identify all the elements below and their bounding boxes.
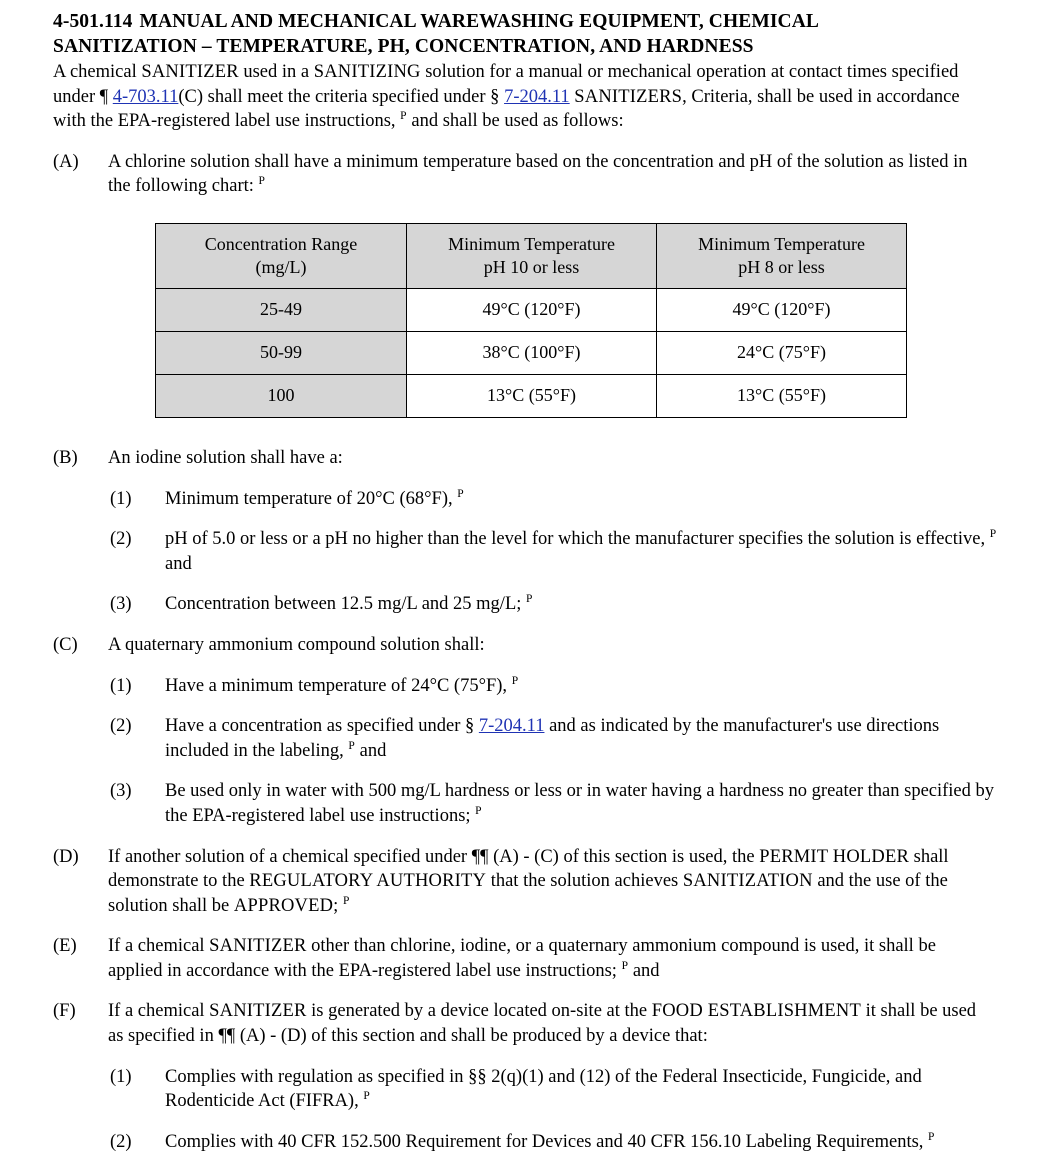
clause-b-item-2-body — [165, 527, 1042, 576]
table-row — [156, 288, 907, 331]
clause-e-body — [108, 934, 1042, 983]
priority-marker: P — [511, 674, 519, 687]
clause-a — [0, 150, 1042, 199]
clause-b-item-3-marker: (3) — [110, 594, 132, 615]
clause-e-text-1: If a chemical — [108, 936, 210, 957]
link-7-204-11[interactable]: 7-204.11 — [504, 86, 570, 107]
clause-c — [0, 633, 1042, 658]
clause-b-item-2 — [0, 527, 1042, 576]
cell-ph8-0: 49°C (120°F) — [657, 288, 907, 331]
clause-b-item-1-body — [165, 487, 1042, 512]
th-ph8-line2: pH 8 or less — [738, 256, 825, 277]
priority-marker: P — [363, 1090, 370, 1103]
th-ph8-line1: Minimum Temperature — [698, 233, 865, 254]
th-ph10-line2: pH 10 or less — [483, 256, 580, 277]
clause-b-item-1-text: Minimum temperature of 20°C (68°F), — [165, 488, 458, 509]
clause-f-text-2: is generated by a device located on-site at the — [306, 1001, 652, 1022]
term-sanitizer: SANITIZER — [209, 1001, 307, 1022]
priority-marker: P — [989, 528, 997, 540]
term-sanitization: SANITIZATION — [682, 871, 813, 892]
clause-f-item-1-body — [165, 1065, 1042, 1114]
priority-marker: P — [526, 593, 533, 606]
clause-a-body — [108, 150, 1042, 199]
chlorine-table-container — [0, 223, 1042, 418]
section-heading-text: MANUAL AND MECHANICAL WAREWASHING EQUIPMENT, CHEMICAL SANITIZATION – TEMPERATURE, PH, CONCENTRATION, AND HARDNESS — [53, 11, 818, 57]
clause-b-item-3-body — [165, 592, 1042, 617]
intro-text-4: (C) shall meet the criteria specified under § — [178, 86, 505, 107]
clause-f-text-1: If a chemical — [108, 1001, 210, 1022]
clause-c-item-1-text: Have a minimum temperature of 24°C (75°F), — [165, 675, 512, 696]
cell-concentration-1: 50-99 — [156, 331, 407, 374]
link-7-204-11[interactable]: 7-204.11 — [478, 716, 545, 737]
priority-marker: P — [258, 175, 266, 188]
term-sanitizer: SANITIZER — [209, 936, 307, 957]
clause-d-text-4: and the use of the solution shall be — [108, 871, 948, 916]
clause-c-item-2-tail: and — [355, 740, 387, 761]
term-permit-holder: PERMIT HOLDER — [759, 846, 909, 867]
priority-marker: P — [457, 487, 464, 500]
th-concentration-line2: (mg/L) — [255, 256, 307, 277]
intro-text-6: , Criteria, shall be used in accordance with the EPA-registered label use instructions, — [53, 86, 960, 132]
clause-c-item-3 — [0, 779, 1042, 828]
clause-f-item-1-marker: (1) — [110, 1066, 132, 1087]
term-sanitizer: SANITIZER — [141, 62, 239, 82]
clause-c-item-2-pre: Have a concentration as specified under § — [165, 716, 479, 737]
term-food-establishment: FOOD ESTABLISHMENT — [651, 1001, 861, 1022]
cell-ph8-2: 13°C (55°F) — [657, 374, 907, 417]
clause-f-item-2-marker: (2) — [110, 1131, 132, 1152]
th-ph10-line1: Minimum Temperature — [448, 233, 615, 254]
clause-d-text-2: shall demonstrate to the — [108, 846, 949, 892]
intro-text-1: A chemical — [53, 62, 142, 82]
link-4-703-11[interactable]: 4-703.11 — [112, 86, 179, 107]
clause-b-item-1 — [0, 487, 1042, 512]
cell-ph8-1: 24°C (75°F) — [657, 331, 907, 374]
clause-d-text-1: If another solution of a chemical specified under ¶¶ (A) - (C) of this section is used, the — [108, 846, 760, 867]
clause-a-marker: (A) — [53, 151, 79, 172]
clause-a-text: A chlorine solution shall have a minimum temperature based on the concentration and pH of the solution as listed in the following chart: — [108, 151, 968, 197]
clause-c-marker: (C) — [53, 634, 78, 655]
clause-c-item-2-post: and as indicated by the manufacturer's use directions included in the labeling, — [165, 716, 940, 761]
priority-marker: P — [348, 739, 356, 752]
intro-paragraph — [0, 60, 1042, 134]
clause-d — [0, 845, 1042, 919]
clause-c-item-2-marker: (2) — [110, 716, 132, 737]
clause-f-item-1 — [0, 1065, 1042, 1114]
clause-c-item-3-marker: (3) — [110, 781, 132, 802]
intro-text-3: solution for a manual or mechanical operation at contact times specified under ¶ — [53, 62, 959, 107]
priority-marker: P — [928, 1130, 935, 1143]
th-concentration-range — [156, 223, 407, 288]
page-title — [0, 9, 1042, 59]
clause-f-body — [108, 999, 1042, 1048]
table-header-row — [156, 223, 907, 288]
clause-b-item-2-tail: and — [165, 553, 192, 574]
clause-f-marker: (F) — [53, 1001, 76, 1022]
clause-b-item-3 — [0, 592, 1042, 617]
clause-d-text-3: that the solution achieves — [486, 871, 683, 892]
clause-b-item-3-text: Concentration between 12.5 mg/L and 25 mg/L; — [165, 594, 527, 615]
priority-marker: P — [342, 894, 350, 907]
clause-d-marker: (D) — [53, 846, 79, 867]
clause-c-item-3-text: Be used only in water with 500 mg/L hardness or less or in water having a hardness no greater than specified by the EPA-registered label use instructions; — [165, 781, 995, 826]
clause-d-text-5: ; — [333, 895, 343, 916]
clause-c-item-1 — [0, 674, 1042, 699]
clause-f-text-3: it shall be used as specified in ¶¶ (A) - (D) of this section and shall be produced by a device that: — [108, 1001, 977, 1047]
clause-b-item-2-marker: (2) — [110, 529, 132, 550]
clause-c-item-1-marker: (1) — [110, 675, 132, 696]
term-regulatory-authority: REGULATORY AUTHORITY — [249, 871, 487, 892]
cell-concentration-2: 100 — [156, 374, 407, 417]
table-row — [156, 331, 907, 374]
priority-marker: P — [400, 110, 407, 123]
chlorine-concentration-table — [155, 223, 907, 418]
clause-c-item-1-body — [165, 674, 1042, 699]
clause-e — [0, 934, 1042, 983]
section-number: 4-501.114 — [53, 11, 133, 32]
term-sanitizing: SANITIZING — [313, 62, 421, 82]
clause-b-marker: (B) — [53, 447, 78, 468]
cell-concentration-0: 25-49 — [156, 288, 407, 331]
clause-c-body: A quaternary ammonium compound solution shall: — [108, 634, 485, 655]
priority-marker: P — [475, 804, 482, 817]
clause-e-marker: (E) — [53, 936, 77, 957]
th-min-temp-ph10 — [407, 223, 657, 288]
table-row — [156, 374, 907, 417]
clause-f-item-2-text: Complies with 40 CFR 152.500 Requirement for Devices and 40 CFR 156.10 Labeling Requirements, — [165, 1131, 929, 1152]
document-page — [0, 9, 1042, 1152]
cell-ph10-2: 13°C (55°F) — [407, 374, 657, 417]
clause-f-item-2-body — [165, 1130, 1042, 1154]
clause-e-text-3: and — [628, 960, 660, 981]
clause-f-item-2 — [0, 1130, 1042, 1154]
cell-ph10-1: 38°C (100°F) — [407, 331, 657, 374]
intro-text-2: used in a — [238, 62, 314, 82]
clause-b — [0, 446, 1042, 471]
clause-c-item-2-body — [165, 714, 1042, 763]
intro-text-7: and shall be used as follows: — [406, 111, 624, 132]
clause-c-item-3-body — [165, 779, 1042, 828]
clause-b-item-2-text: pH of 5.0 or less or a pH no higher than the level for which the manufacturer specifies the solution is effective, — [165, 529, 990, 550]
clause-f — [0, 999, 1042, 1048]
term-approved: APPROVED — [233, 895, 334, 916]
clause-e-text-2: other than chlorine, iodine, or a quaternary ammonium compound is used, it shall be applied in accordance with the EPA-registered label use instructions; — [108, 936, 936, 981]
clause-c-item-2 — [0, 714, 1042, 763]
th-min-temp-ph8 — [657, 223, 907, 288]
clause-d-body — [108, 845, 1042, 919]
th-concentration-line1: Concentration Range — [204, 233, 358, 254]
clause-b-item-1-marker: (1) — [110, 488, 132, 509]
clause-f-item-1-text: Complies with regulation as specified in §§ 2(q)(1) and (12) of the Federal Insecticide, Fungicide, and Rodenticide Act (FIFRA), — [165, 1066, 922, 1112]
cell-ph10-0: 49°C (120°F) — [407, 288, 657, 331]
clause-b-body: An iodine solution shall have a: — [108, 447, 343, 468]
priority-marker: P — [621, 959, 629, 972]
term-sanitizers: SANITIZERS — [574, 86, 683, 107]
